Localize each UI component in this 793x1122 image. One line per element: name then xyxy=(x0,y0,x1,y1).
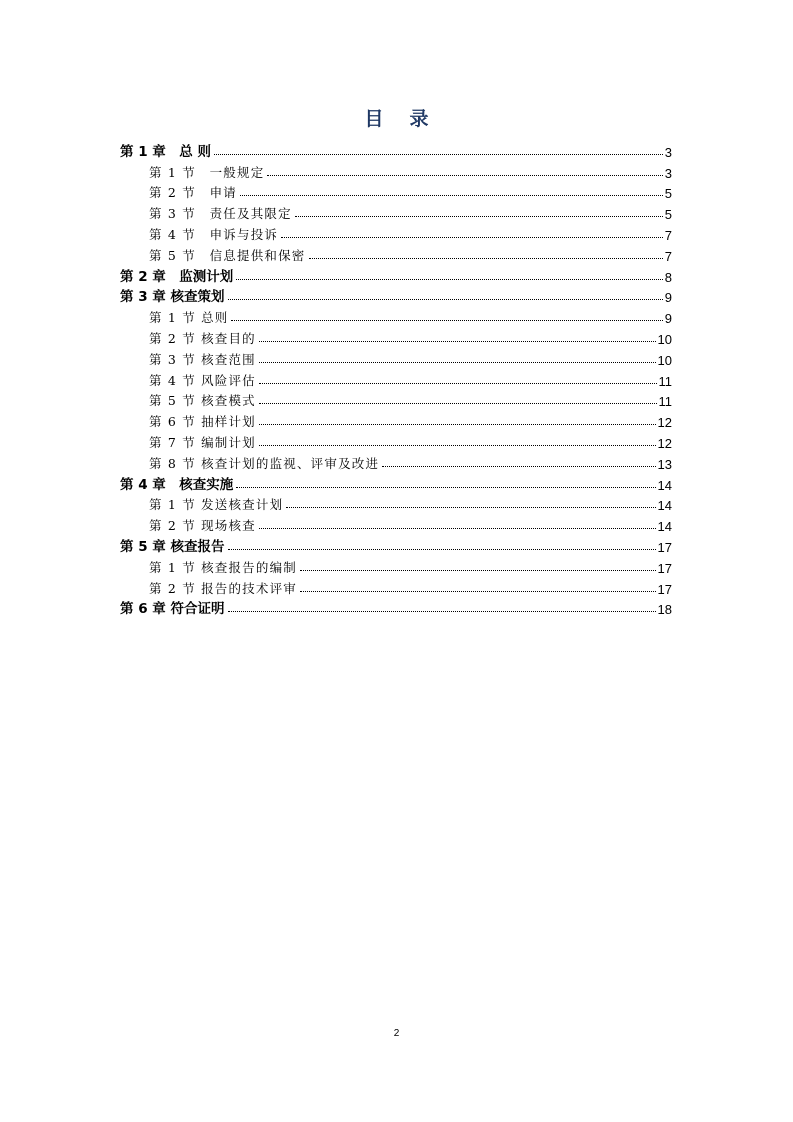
toc-dot-leader xyxy=(309,258,663,259)
toc-section-entry[interactable] xyxy=(120,576,672,597)
toc-entry-label: 第 6 节 抽样计划 xyxy=(149,414,256,430)
toc-dot-leader xyxy=(259,362,656,363)
toc-entry-label: 第 6 章 符合证明 xyxy=(120,601,225,618)
toc-title xyxy=(0,104,793,131)
toc-chapter-entry[interactable] xyxy=(120,139,672,160)
toc-chapter-entry[interactable] xyxy=(120,285,672,306)
toc-section-entry[interactable] xyxy=(120,389,672,410)
toc-entry-page: 9 xyxy=(664,290,672,306)
toc-dot-leader xyxy=(300,570,656,571)
toc-entry-page: 11 xyxy=(658,373,672,389)
toc-dot-leader xyxy=(236,279,662,280)
toc-dot-leader xyxy=(281,237,663,238)
toc-section-entry[interactable] xyxy=(120,201,672,222)
toc-entry-page: 7 xyxy=(664,248,672,264)
toc-dot-leader xyxy=(228,299,663,300)
toc-entry-label: 第 2 章 监测计划 xyxy=(120,268,234,285)
toc-entry-page: 17 xyxy=(657,560,672,576)
toc-entry-label: 第 5 节 核查模式 xyxy=(149,393,256,409)
toc-dot-leader xyxy=(236,487,655,488)
toc-entry-label: 第 2 节 现场核查 xyxy=(149,518,256,534)
toc-section-entry[interactable] xyxy=(120,347,672,368)
toc-dot-leader xyxy=(214,154,663,155)
toc-entry-label: 第 4 节 申诉与投诉 xyxy=(149,226,279,242)
toc-dot-leader xyxy=(267,175,662,176)
toc-entry-label: 第 4 章 核查实施 xyxy=(120,476,234,493)
toc-entry-label: 第 3 节 责任及其限定 xyxy=(149,206,292,222)
toc-entry-label: 第 2 节 报告的技术评审 xyxy=(149,580,297,596)
toc-entry-page: 12 xyxy=(657,435,672,451)
toc-entry-page: 14 xyxy=(657,477,672,493)
toc-dot-leader xyxy=(259,528,656,529)
toc-section-entry[interactable] xyxy=(120,326,672,347)
toc-dot-leader xyxy=(300,591,656,592)
toc-section-entry[interactable] xyxy=(120,160,672,181)
toc-chapter-entry[interactable] xyxy=(120,264,672,285)
toc-entry-page: 11 xyxy=(658,394,672,410)
toc-dot-leader xyxy=(240,195,663,196)
toc-entry-label: 第 3 节 核查范围 xyxy=(149,351,256,367)
toc-section-entry[interactable] xyxy=(120,243,672,264)
toc-entry-page: 3 xyxy=(664,144,672,160)
toc-entry-label: 第 1 节 一般规定 xyxy=(149,164,265,180)
toc-entry-page: 9 xyxy=(664,311,672,327)
toc-section-entry[interactable] xyxy=(120,409,672,430)
toc-entry-label: 第 4 节 风险评估 xyxy=(149,372,256,388)
toc-entry-label: 第 7 节 编制计划 xyxy=(149,434,256,450)
toc-entry-page: 17 xyxy=(657,539,672,555)
toc-chapter-entry[interactable] xyxy=(120,534,672,555)
toc-dot-leader xyxy=(231,320,662,321)
toc-entry-page: 14 xyxy=(657,498,672,514)
toc-title-char-2: 录 xyxy=(409,108,429,130)
toc-entry-page: 3 xyxy=(664,165,672,181)
toc-dot-leader xyxy=(228,549,656,550)
toc-dot-leader xyxy=(259,403,657,404)
toc-section-entry[interactable] xyxy=(120,222,672,243)
toc-entry-page: 18 xyxy=(657,602,672,618)
toc-entry-page: 5 xyxy=(664,207,672,223)
toc-entry-page: 17 xyxy=(657,581,672,597)
toc-entry-page: 10 xyxy=(657,352,672,368)
toc-entry-page: 13 xyxy=(657,456,672,472)
page-number: 2 xyxy=(393,1028,400,1039)
toc-entry-label: 第 1 节 发送核查计划 xyxy=(149,497,284,513)
toc-entry-label: 第 2 节 申请 xyxy=(149,185,237,201)
toc-entry-page: 12 xyxy=(657,415,672,431)
toc-dot-leader xyxy=(382,466,655,467)
toc-section-entry[interactable] xyxy=(120,555,672,576)
toc-title-char-1: 目 xyxy=(364,108,384,130)
toc-section-entry[interactable] xyxy=(120,493,672,514)
toc-entry-label: 第 8 节 核查计划的监视、评审及改进 xyxy=(149,455,380,471)
table-of-contents xyxy=(120,139,672,617)
toc-section-entry[interactable] xyxy=(120,305,672,326)
toc-dot-leader xyxy=(259,383,657,384)
toc-entry-page: 7 xyxy=(664,227,672,243)
toc-chapter-entry[interactable] xyxy=(120,597,672,618)
toc-entry-label: 第 1 节 核查报告的编制 xyxy=(149,559,297,575)
toc-section-entry[interactable] xyxy=(120,181,672,202)
toc-entry-label: 第 5 章 核查报告 xyxy=(120,538,225,555)
toc-dot-leader xyxy=(286,507,655,508)
toc-entry-label: 第 1 节 总则 xyxy=(149,310,229,326)
toc-entry-page: 5 xyxy=(664,186,672,202)
toc-entry-label: 第 3 章 核查策划 xyxy=(120,289,225,306)
toc-section-entry[interactable] xyxy=(120,513,672,534)
toc-section-entry[interactable] xyxy=(120,430,672,451)
toc-section-entry[interactable] xyxy=(120,451,672,472)
toc-entry-label: 第 5 节 信息提供和保密 xyxy=(149,247,306,263)
toc-entry-label: 第 2 节 核查目的 xyxy=(149,330,256,346)
toc-dot-leader xyxy=(259,341,656,342)
toc-entry-page: 8 xyxy=(664,269,672,285)
toc-entry-page: 10 xyxy=(657,331,672,347)
toc-entry-label: 第 1 章 总 则 xyxy=(120,143,211,160)
toc-dot-leader xyxy=(228,611,656,612)
toc-dot-leader xyxy=(259,424,656,425)
toc-dot-leader xyxy=(259,445,656,446)
toc-entry-page: 14 xyxy=(657,519,672,535)
toc-chapter-entry[interactable] xyxy=(120,472,672,493)
toc-dot-leader xyxy=(295,216,663,217)
toc-section-entry[interactable] xyxy=(120,368,672,389)
